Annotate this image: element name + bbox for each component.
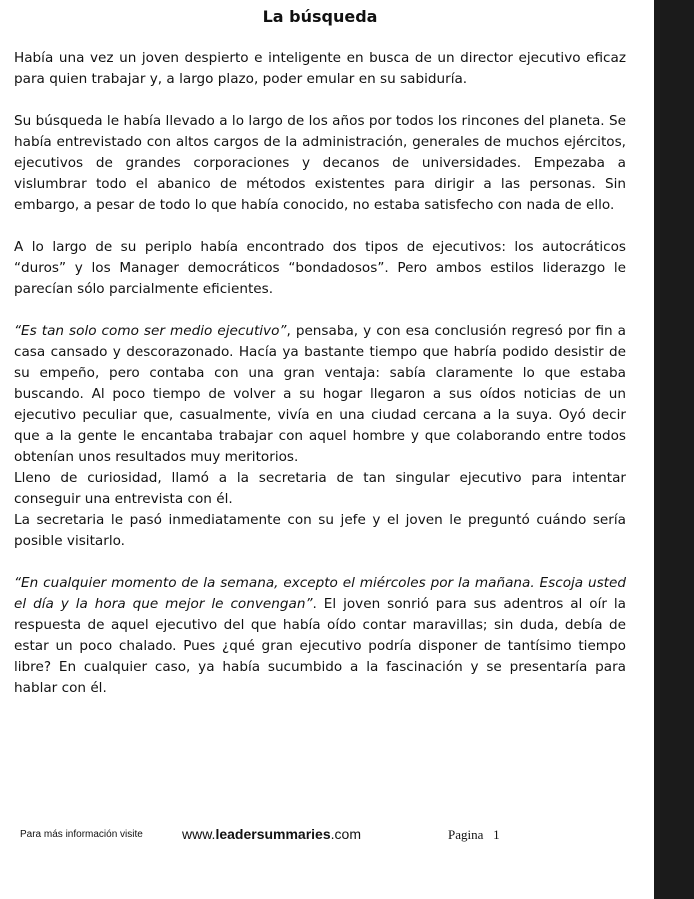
paragraph-6: La secretaria le pasó inmediatamente con su jefe y el joven le preguntó cuándo sería posible visitarlo. xyxy=(14,512,626,549)
page-label: Pagina xyxy=(448,827,484,842)
page-number-value: 1 xyxy=(493,827,500,842)
page-title: La búsqueda xyxy=(262,7,378,26)
paragraph-2: Su búsqueda le había llevado a lo largo de los años por todos los rincones del planeta. Se había entrevistado con altos cargos de la administración, generales de muchos ejércitos, ejecutivos de grandes corporaciones y decanos de universidades. Empezaba a vislumbrar todo el abanico de métodos existentes para dirigir a las personas. Sin embargo, a pesar de todo lo que había conocido, no estaba satisfecho con nada de ello. xyxy=(14,113,626,213)
footer-lead-text: Para más información visite xyxy=(20,829,143,840)
paragraph-3: A lo largo de su periplo había encontrado dos tipos de ejecutivos: los autocráticos “duros” y los Manager democráticos “bondadosos”. Pero ambos estilos liderazgo le parecían sólo parcialmente eficientes. xyxy=(14,239,626,297)
paragraph-7 xyxy=(14,573,626,699)
paragraph-1: Había una vez un joven despierto e inteligente en busca de un director ejecutivo eficaz para quien trabajar y, a largo plazo, poder emular en su sabiduría. xyxy=(14,50,626,87)
site-name: leadersummaries xyxy=(215,826,331,842)
paragraph-7-quote: “En cualquier momento de la semana, excepto el miércoles por la mañana. Escoja usted el día y la hora que mejor le convengan” xyxy=(14,575,626,612)
paragraph-4 xyxy=(14,321,626,468)
site-prefix: www. xyxy=(182,826,216,842)
page-number xyxy=(448,827,500,843)
scrollbar-strip[interactable] xyxy=(654,0,694,899)
site-suffix: .com xyxy=(330,826,361,842)
page-footer xyxy=(20,826,640,846)
footer-website-link[interactable] xyxy=(182,826,361,842)
paragraph-7-text: . El joven sonrió para sus adentros al oír la respuesta de aquel ejecutivo del que había oído contar maravillas; sin duda, debía de estar un poco chalado. Pues ¿qué gran ejecutivo podría disponer de tantísimo tiempo libre? En cualquier caso, ya había sucumbido a la fascinación y se presentaría para hablar con él. xyxy=(14,596,627,696)
document-body xyxy=(14,48,626,699)
paragraph-5: Lleno de curiosidad, llamó a la secretaria de tan singular ejecutivo para intentar conseguir una entrevista con él. xyxy=(14,470,626,507)
paragraph-4-quote: “Es tan solo como ser medio ejecutivo” xyxy=(14,323,287,339)
paragraph-4-text: , pensaba, y con esa conclusión regresó por fin a casa cansado y descorazonado. Hacía ya bastante tiempo que habría podido desistir de su empeño, pero contaba con una gran ventaja: sabía claramente lo que estaba buscando. Al poco tiempo de volver a su hogar llegaron a sus oídos noticias de un ejecutivo peculiar que, casualmente, vivía en una ciudad cercana a la suya. Oyó decir que a la gente le encantaba trabajar con aquel hombre y que colaborando entre todos obtenían unos resultados muy meritorios. xyxy=(14,323,626,465)
